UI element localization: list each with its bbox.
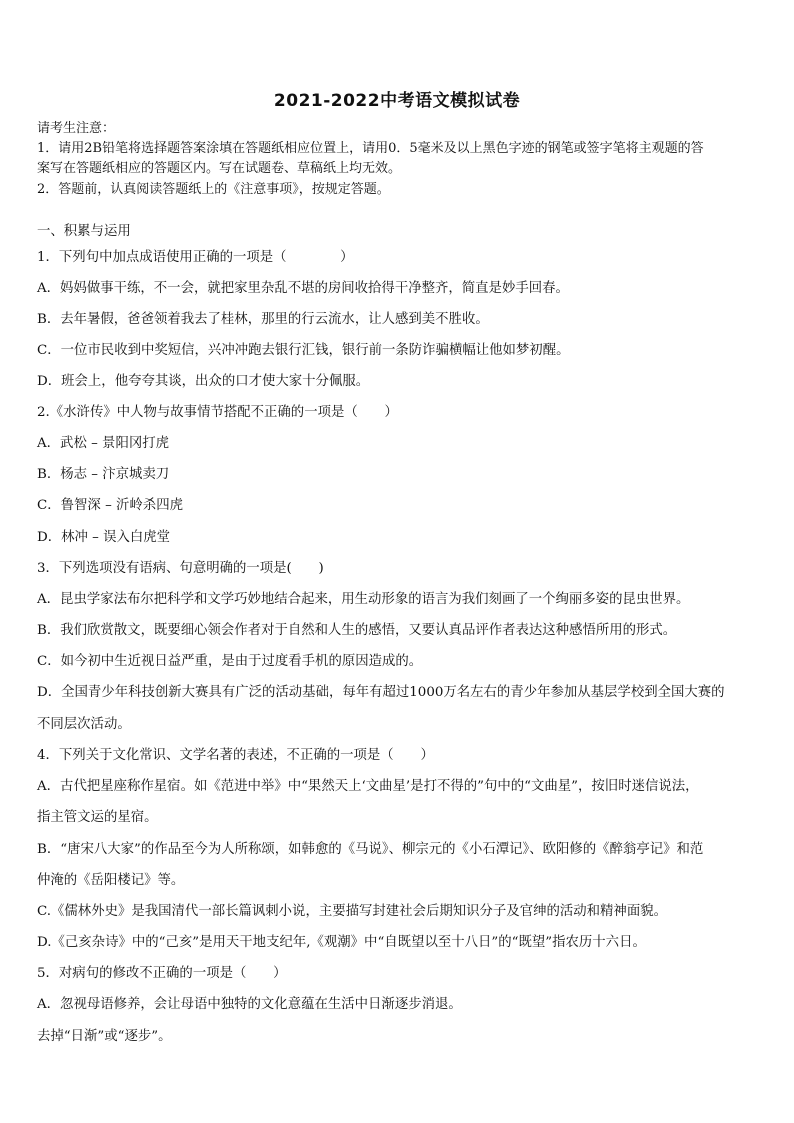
question-2-stem: 2.《水浒传》中人物与故事情节搭配不正确的一项是（ ）	[37, 405, 398, 420]
question-4-option-a-line-1: A．古代把星座称作星宿。如《范进中举》中“果然天上‘文曲星’是打不得的”句中的“文曲星”，按旧时迷信说法，	[37, 779, 699, 794]
question-4-option-b-line-1: B．“唐宋八大家”的作品至今为人所称颂，如韩愈的《马说》、柳宗元的《小石潭记》、欧阳修的《醉翁亭记》和范	[37, 842, 704, 857]
question-1-option-d: D．班会上，他夸夸其谈，出众的口才使大家十分佩服。	[37, 374, 370, 389]
question-5-option-a-fix: 去掉“日渐”或“逐步”。	[37, 1029, 172, 1044]
question-3-option-a: A．昆虫学家法布尔把科学和文学巧妙地结合起来，用生动形象的语言为我们刻画了一个绚丽多姿的昆虫世界。	[37, 592, 690, 607]
section-heading: 一、积累与运用	[37, 224, 131, 239]
question-4-option-d: D.《己亥杂诗》中的“己亥”是用天干地支纪年,《观潮》中“自既望以至十八日”的“既望”指农历十六日。	[37, 935, 646, 950]
question-2-option-d: D．林冲 – 误入白虎堂	[37, 530, 171, 545]
question-1-option-a: A．妈妈做事干练，不一会，就把家里杂乱不堪的房间收拾得干净整齐，简直是妙手回春。	[37, 281, 569, 296]
question-1-stem: 1．下列句中加点成语使用正确的一项是（ ）	[37, 250, 354, 265]
question-1-option-b: B．去年暑假，爸爸领着我去了桂林，那里的行云流水，让人感到美不胜收。	[37, 312, 489, 327]
question-3-stem: 3．下列选项没有语病、句意明确的一项是( )	[37, 561, 324, 576]
question-3-option-d-line-2: 不同层次活动。	[37, 717, 131, 732]
question-3-option-b: B．我们欣赏散文，既要细心领会作者对于自然和人生的感悟，又要认真品评作者表达这种感悟所用的形式。	[37, 623, 677, 638]
notice-item-1-line-1: 1．请用2B铅笔将选择题答案涂填在答题纸相应位置上，请用0．5毫米及以上黑色字迹的钢笔或签字笔将主观题的答	[37, 141, 704, 156]
question-2-option-b: B．杨志 – 汴京城卖刀	[37, 467, 170, 482]
question-4-option-c: C.《儒林外史》是我国清代一部长篇讽刺小说，主要描写封建社会后期知识分子及官绅的活动和精神面貌。	[37, 904, 667, 919]
question-4-option-b-line-2: 仲淹的《岳阳楼记》等。	[37, 873, 185, 888]
question-5-option-a: A．忽视母语修养，会让母语中独特的文化意蕴在生活中日渐逐步消退。	[37, 997, 462, 1012]
question-2-option-a: A．武松 – 景阳冈打虎	[37, 436, 170, 451]
question-5-stem: 5．对病句的修改不正确的一项是（ ）	[37, 966, 287, 981]
question-2-option-c: C．鲁智深 – 沂岭杀四虎	[37, 498, 183, 513]
question-4-option-a-line-2: 指主管文运的星宿。	[37, 810, 158, 825]
notice-item-1-line-2: 案写在答题纸相应的答题区内。写在试题卷、草稿纸上均无效。	[37, 161, 402, 176]
notice-heading: 请考生注意：	[37, 121, 116, 136]
question-1-option-c: C．一位市民收到中奖短信，兴冲冲跑去银行汇钱，银行前一条防诈骗横幅让他如梦初醒。	[37, 343, 570, 358]
question-4-stem: 4．下列关于文化常识、文学名著的表述，不正确的一项是（ ）	[37, 748, 434, 763]
question-3-option-c: C．如今初中生近视日益严重，是由于过度看手机的原因造成的。	[37, 654, 423, 669]
notice-item-2: 2．答题前，认真阅读答题纸上的《注意事项》，按规定答题。	[37, 182, 390, 197]
exam-title: 2021-2022中考语文模拟试卷	[273, 91, 521, 111]
question-3-option-d-line-1: D．全国青少年科技创新大赛具有广泛的活动基础，每年有超过1000万名左右的青少年参加从基层学校到全国大赛的	[37, 685, 725, 700]
